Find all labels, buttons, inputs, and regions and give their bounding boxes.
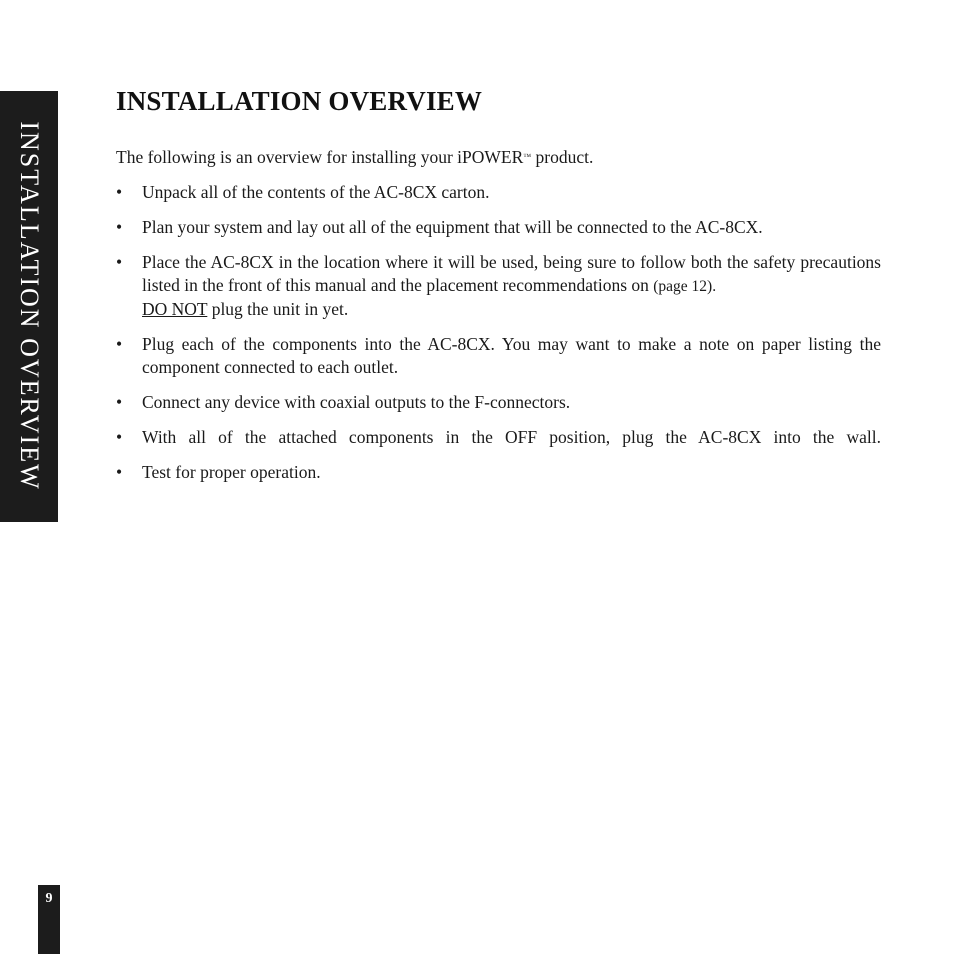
list-item xyxy=(116,426,881,449)
bullet-icon: • xyxy=(116,392,123,412)
step-text: Connect any device with coaxial outputs to the F-connectors. xyxy=(142,392,571,412)
step-text: With all of the attached components in the OFF position, plug the AC-8CX into the wall. xyxy=(142,427,881,447)
section-side-tab xyxy=(0,91,58,522)
bullet-icon: • xyxy=(116,252,123,272)
page-title: INSTALLATION OVERVIEW xyxy=(116,86,483,116)
warning-text: DO NOT xyxy=(142,299,208,319)
warning-text-after: plug the unit in yet. xyxy=(207,299,349,319)
page-number-tab xyxy=(38,885,60,954)
step-text: Test for proper operation. xyxy=(142,462,321,482)
intro-paragraph xyxy=(116,146,881,169)
page-reference: (page 12). xyxy=(653,278,717,295)
intro-text-after: product. xyxy=(531,147,594,167)
step-text: Unpack all of the contents of the AC-8CX carton. xyxy=(142,182,490,202)
step-text: Plan your system and lay out all of the equipment that will be connected to the AC-8CX. xyxy=(142,217,763,237)
list-item xyxy=(116,333,881,379)
bullet-icon: • xyxy=(116,334,123,354)
installation-steps-list xyxy=(116,181,881,484)
bullet-icon: • xyxy=(116,427,123,447)
step-text: Place the AC-8CX in the location where it will be used, being sure to follow both the safety precautions listed in the front of this manual and the placement recommendations on xyxy=(142,252,881,295)
content-body xyxy=(116,146,881,496)
list-item xyxy=(116,181,881,204)
bullet-icon: • xyxy=(116,182,123,202)
list-item xyxy=(116,461,881,484)
intro-text: The following is an overview for installing your iPOWER xyxy=(116,147,524,167)
bullet-icon: • xyxy=(116,217,123,237)
list-item xyxy=(116,216,881,239)
list-item xyxy=(116,251,881,321)
step-text: Plug each of the components into the AC-8CX. You may want to make a note on paper listing the component connected to each outlet. xyxy=(142,334,881,377)
list-item xyxy=(116,391,881,414)
trademark-symbol: ™ xyxy=(523,152,532,161)
side-tab-label: INSTALLATION OVERVIEW xyxy=(15,121,44,491)
bullet-icon: • xyxy=(116,462,123,482)
page-number: 9 xyxy=(45,891,53,906)
